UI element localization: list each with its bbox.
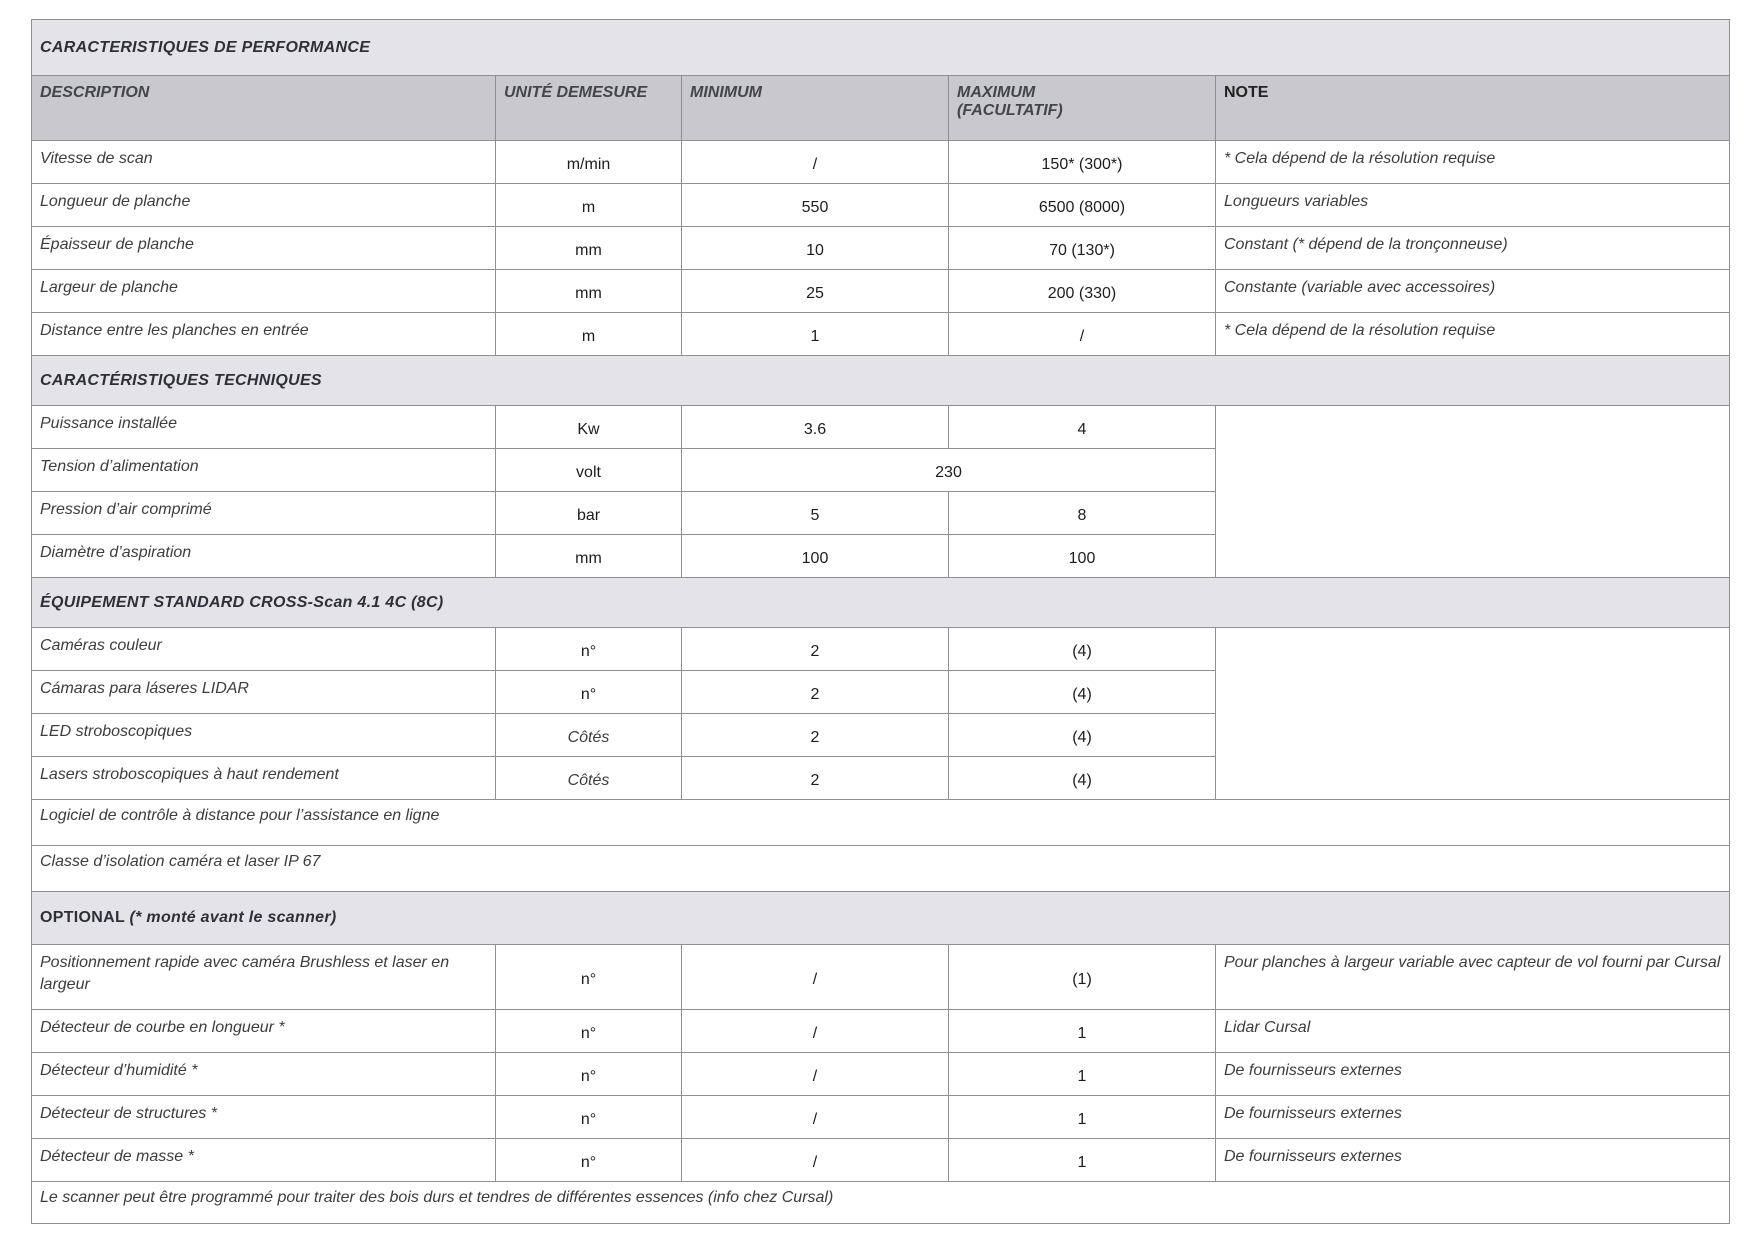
row-minimum: 550 xyxy=(682,184,949,227)
row-unit: Kw xyxy=(496,406,682,449)
row-unit: n° xyxy=(496,1139,682,1182)
row-description: Pression d’air comprimé xyxy=(32,492,496,535)
optional-title: OPTIONAL xyxy=(40,909,125,926)
row-unit: n° xyxy=(496,1053,682,1096)
row-minimum: / xyxy=(682,1053,949,1096)
row-description: Cámaras para láseres LIDAR xyxy=(32,671,496,714)
row-maximum: 6500 (8000) xyxy=(949,184,1216,227)
row-minimum: 2 xyxy=(682,671,949,714)
table-row xyxy=(32,628,1730,671)
table-row xyxy=(32,227,1730,270)
row-unit: n° xyxy=(496,1010,682,1053)
table-row xyxy=(32,1053,1730,1096)
row-description: LED stroboscopiques xyxy=(32,714,496,757)
row-merged-value: 230 xyxy=(682,449,1216,492)
optional-subtitle: (* monté avant le scanner) xyxy=(129,909,337,926)
row-maximum: 4 xyxy=(949,406,1216,449)
row-note: Constante (variable avec accessoires) xyxy=(1216,270,1730,313)
header-description: DESCRIPTION xyxy=(32,76,496,141)
row-maximum: (4) xyxy=(949,628,1216,671)
row-minimum: 2 xyxy=(682,714,949,757)
header-unit: UNITÉ DEMESURE xyxy=(496,76,682,141)
row-maximum: (1) xyxy=(949,945,1216,1010)
header-maximum-line1: MAXIMUM xyxy=(957,84,1036,101)
table-row xyxy=(32,1139,1730,1182)
row-description: Épaisseur de planche xyxy=(32,227,496,270)
table-row xyxy=(32,313,1730,356)
section-row-performance xyxy=(32,20,1730,76)
row-unit: mm xyxy=(496,227,682,270)
header-maximum xyxy=(949,76,1216,141)
row-description: Positionnement rapide avec caméra Brushless et laser en largeur xyxy=(32,945,496,1010)
row-description: Diamètre d’aspiration xyxy=(32,535,496,578)
row-unit: n° xyxy=(496,671,682,714)
row-note: Lidar Cursal xyxy=(1216,1010,1730,1053)
row-minimum: 100 xyxy=(682,535,949,578)
section-title-optional xyxy=(32,892,1730,945)
row-unit: bar xyxy=(496,492,682,535)
row-minimum: 25 xyxy=(682,270,949,313)
row-maximum: (4) xyxy=(949,714,1216,757)
header-row xyxy=(32,76,1730,141)
table-row xyxy=(32,1010,1730,1053)
empty-note-cell xyxy=(1216,406,1730,578)
section-title-equipment: ÉQUIPEMENT STANDARD CROSS-Scan 4.1 4C (8C) xyxy=(32,578,1730,628)
row-description: Longueur de planche xyxy=(32,184,496,227)
row-unit: m/min xyxy=(496,141,682,184)
full-row-text: Classe d’isolation caméra et laser IP 67 xyxy=(32,846,1730,892)
footer-row xyxy=(32,1182,1730,1224)
section-row-optional xyxy=(32,892,1730,945)
row-minimum: 3.6 xyxy=(682,406,949,449)
row-minimum: 2 xyxy=(682,628,949,671)
full-width-row xyxy=(32,846,1730,892)
row-description: Puissance installée xyxy=(32,406,496,449)
table-row xyxy=(32,270,1730,313)
row-unit: n° xyxy=(496,1096,682,1139)
row-note: Constant (* dépend de la tronçonneuse) xyxy=(1216,227,1730,270)
row-minimum: 2 xyxy=(682,757,949,800)
empty-note-cell xyxy=(1216,628,1730,800)
row-minimum: 10 xyxy=(682,227,949,270)
row-maximum: (4) xyxy=(949,757,1216,800)
row-description: Détecteur de masse * xyxy=(32,1139,496,1182)
row-minimum: / xyxy=(682,1010,949,1053)
row-note: * Cela dépend de la résolution requise xyxy=(1216,313,1730,356)
row-minimum: / xyxy=(682,1139,949,1182)
row-note: Pour planches à largeur variable avec capteur de vol fourni par Cursal xyxy=(1216,945,1730,1010)
row-minimum: 5 xyxy=(682,492,949,535)
row-description: Distance entre les planches en entrée xyxy=(32,313,496,356)
row-unit: Côtés xyxy=(496,714,682,757)
row-note: * Cela dépend de la résolution requise xyxy=(1216,141,1730,184)
row-description: Tension d’alimentation xyxy=(32,449,496,492)
row-unit: n° xyxy=(496,628,682,671)
row-note: Longueurs variables xyxy=(1216,184,1730,227)
full-width-row xyxy=(32,800,1730,846)
table-row xyxy=(32,184,1730,227)
row-description: Largeur de planche xyxy=(32,270,496,313)
row-maximum: / xyxy=(949,313,1216,356)
spec-table xyxy=(31,19,1730,1224)
full-row-text: Logiciel de contrôle à distance pour l’assistance en ligne xyxy=(32,800,1730,846)
row-maximum: 1 xyxy=(949,1010,1216,1053)
row-maximum: 70 (130*) xyxy=(949,227,1216,270)
row-maximum: 100 xyxy=(949,535,1216,578)
section-title-technical: CARACTÉRISTIQUES TECHNIQUES xyxy=(32,356,1730,406)
row-note: De fournisseurs externes xyxy=(1216,1096,1730,1139)
row-unit: Côtés xyxy=(496,757,682,800)
row-maximum: 8 xyxy=(949,492,1216,535)
row-unit: m xyxy=(496,184,682,227)
header-minimum: MINIMUM xyxy=(682,76,949,141)
row-description: Détecteur d’humidité * xyxy=(32,1053,496,1096)
table-row xyxy=(32,1096,1730,1139)
section-row-technical xyxy=(32,356,1730,406)
row-unit: mm xyxy=(496,270,682,313)
row-minimum: / xyxy=(682,141,949,184)
row-minimum: 1 xyxy=(682,313,949,356)
row-minimum: / xyxy=(682,945,949,1010)
section-title-performance: CARACTERISTIQUES DE PERFORMANCE xyxy=(32,20,1730,76)
row-unit: m xyxy=(496,313,682,356)
row-maximum: 1 xyxy=(949,1096,1216,1139)
row-maximum: 150* (300*) xyxy=(949,141,1216,184)
row-unit: mm xyxy=(496,535,682,578)
row-description: Caméras couleur xyxy=(32,628,496,671)
table-row xyxy=(32,406,1730,449)
row-description: Vitesse de scan xyxy=(32,141,496,184)
row-unit: n° xyxy=(496,945,682,1010)
row-note: De fournisseurs externes xyxy=(1216,1053,1730,1096)
row-maximum: 1 xyxy=(949,1053,1216,1096)
header-note: NOTE xyxy=(1216,76,1730,141)
row-description: Détecteur de courbe en longueur * xyxy=(32,1010,496,1053)
row-minimum: / xyxy=(682,1096,949,1139)
header-maximum-line2: (FACULTATIF) xyxy=(957,102,1063,119)
row-unit: volt xyxy=(496,449,682,492)
row-maximum: 200 (330) xyxy=(949,270,1216,313)
row-maximum: 1 xyxy=(949,1139,1216,1182)
section-row-equipment xyxy=(32,578,1730,628)
table-row xyxy=(32,945,1730,1010)
row-note: De fournisseurs externes xyxy=(1216,1139,1730,1182)
row-description: Détecteur de structures * xyxy=(32,1096,496,1139)
footer-text: Le scanner peut être programmé pour traiter des bois durs et tendres de différentes essences (info chez Cursal) xyxy=(32,1182,1730,1224)
row-maximum: (4) xyxy=(949,671,1216,714)
row-description: Lasers stroboscopiques à haut rendement xyxy=(32,757,496,800)
table-row xyxy=(32,141,1730,184)
